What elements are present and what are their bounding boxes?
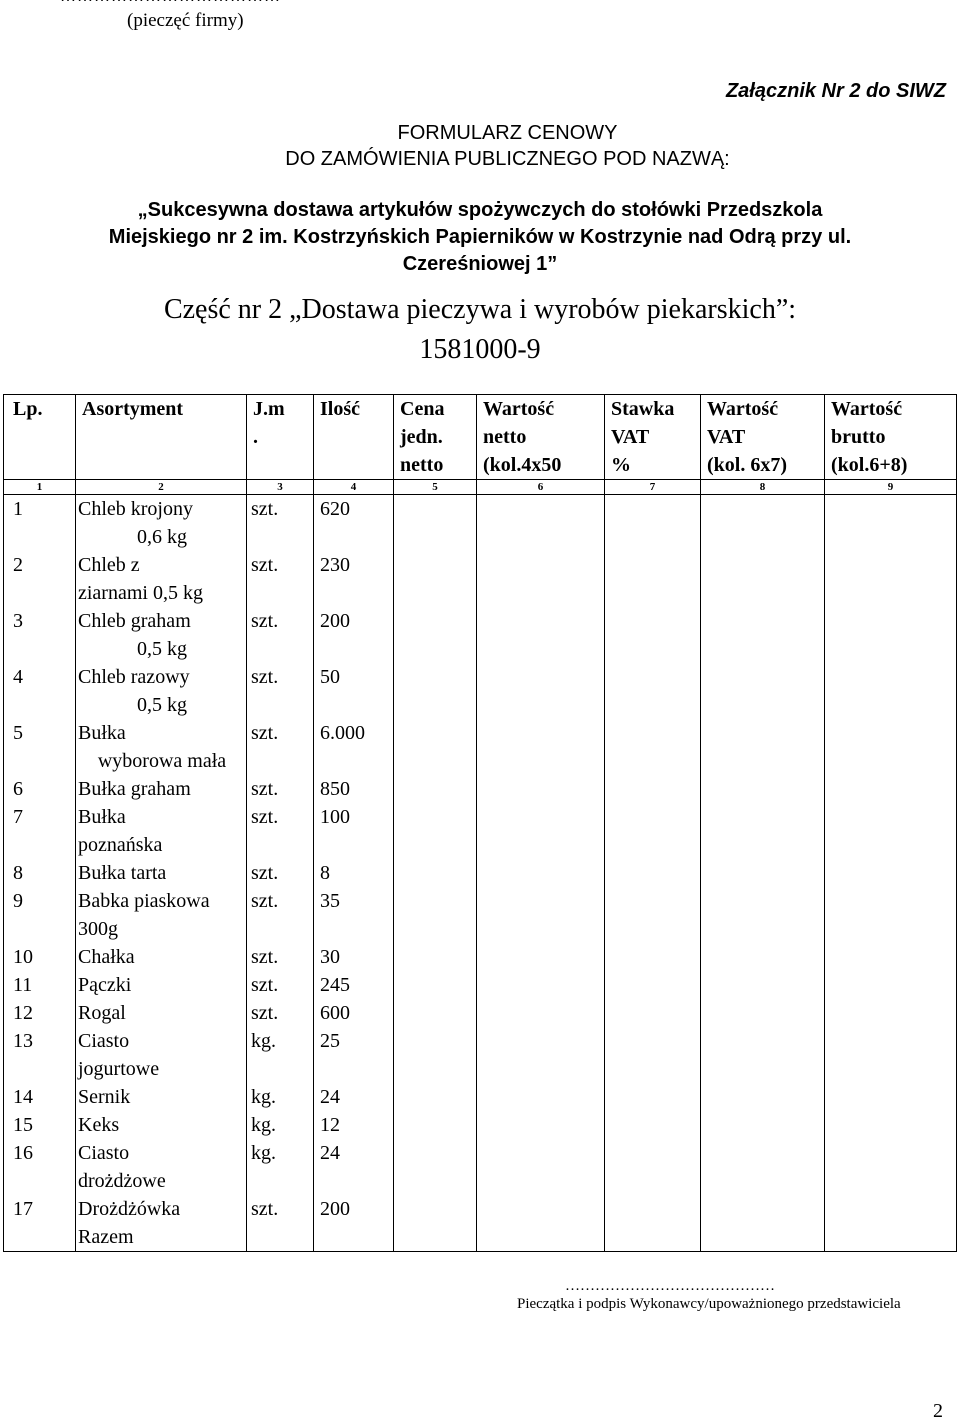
- row-unit-price: [394, 1195, 477, 1252]
- row-net-value: [477, 551, 605, 607]
- form-title: [0, 120, 960, 172]
- row-vat-value: [701, 803, 825, 859]
- assortment-line1: Chleb krojony: [78, 498, 193, 520]
- row-lp: 9: [4, 887, 76, 943]
- column-number: 5: [394, 480, 477, 495]
- row-unit: kg.: [247, 1139, 314, 1195]
- assortment-line2: poznańska: [78, 834, 163, 856]
- header-net-value: Wartość netto (kol.4x50: [477, 395, 605, 480]
- header-unit: J.m .: [247, 395, 314, 480]
- row-unit-price: [394, 943, 477, 971]
- row-unit: szt.: [247, 663, 314, 719]
- table-row: [4, 999, 957, 1027]
- column-number: 2: [76, 480, 247, 495]
- row-gross-value: [825, 1139, 957, 1195]
- assortment-line1: Babka piaskowa: [78, 890, 210, 912]
- row-lp: 8: [4, 859, 76, 887]
- row-vat-value: [701, 1083, 825, 1111]
- row-lp: 12: [4, 999, 76, 1027]
- assortment-line1: Bułka tarta: [78, 862, 167, 884]
- row-qty: 6.000: [314, 719, 394, 775]
- column-number: 9: [825, 480, 957, 495]
- row-vat-rate: [605, 495, 701, 552]
- table-row: [4, 495, 957, 552]
- column-number: 4: [314, 480, 394, 495]
- column-number: 7: [605, 480, 701, 495]
- assortment-line1: Chałka: [78, 946, 135, 968]
- part-code: 1581000-9: [419, 334, 541, 365]
- table-row: [4, 859, 957, 887]
- row-gross-value: [825, 775, 957, 803]
- row-unit-price: [394, 999, 477, 1027]
- table-row: [4, 1195, 957, 1252]
- row-vat-rate: [605, 1139, 701, 1195]
- assortment-line1: Drożdżówka: [78, 1198, 181, 1220]
- row-gross-value: [825, 1111, 957, 1139]
- row-unit-price: [394, 1111, 477, 1139]
- assortment-line2: Razem: [78, 1226, 134, 1248]
- table-row: [4, 803, 957, 859]
- annex-label: Załącznik Nr 2 do SIWZ: [725, 80, 946, 102]
- row-gross-value: [825, 943, 957, 971]
- assortment-line1: Bułka graham: [78, 778, 191, 800]
- row-qty: 24: [314, 1083, 394, 1111]
- row-vat-rate: [605, 1111, 701, 1139]
- table-row: [4, 775, 957, 803]
- row-assortment: [76, 719, 247, 775]
- row-vat-value: [701, 1027, 825, 1083]
- row-net-value: [477, 1027, 605, 1083]
- row-unit-price: [394, 803, 477, 859]
- assortment-line1: Keks: [78, 1114, 120, 1136]
- row-lp: 3: [4, 607, 76, 663]
- assortment-line2: 0,5 kg: [137, 638, 187, 660]
- row-net-value: [477, 719, 605, 775]
- row-assortment: [76, 859, 247, 887]
- assortment-line2: 0,5 kg: [137, 694, 187, 716]
- header-vat-value: Wartość VAT (kol. 6x7): [701, 395, 825, 480]
- row-net-value: [477, 1139, 605, 1195]
- row-unit: szt.: [247, 803, 314, 859]
- row-vat-value: [701, 551, 825, 607]
- assortment-line1: Ciasto: [78, 1142, 130, 1164]
- row-qty: 25: [314, 1027, 394, 1083]
- assortment-line2: drożdżowe: [78, 1170, 166, 1192]
- row-assortment: [76, 943, 247, 971]
- row-vat-rate: [605, 803, 701, 859]
- row-lp: 14: [4, 1083, 76, 1111]
- row-vat-rate: [605, 1195, 701, 1252]
- row-unit: kg.: [247, 1083, 314, 1111]
- row-net-value: [477, 663, 605, 719]
- row-vat-rate: [605, 775, 701, 803]
- row-vat-value: [701, 887, 825, 943]
- row-vat-rate: [605, 1027, 701, 1083]
- row-vat-rate: [605, 943, 701, 971]
- row-vat-value: [701, 719, 825, 775]
- row-unit-price: [394, 719, 477, 775]
- header-lp: Lp.: [4, 395, 76, 480]
- row-gross-value: [825, 719, 957, 775]
- row-qty: 245: [314, 971, 394, 999]
- header-unit-price: Cena jedn. netto: [394, 395, 477, 480]
- table-row: [4, 663, 957, 719]
- row-assortment: [76, 1111, 247, 1139]
- row-unit: kg.: [247, 1111, 314, 1139]
- row-qty: 24: [314, 1139, 394, 1195]
- row-qty: 620: [314, 495, 394, 552]
- row-qty: 200: [314, 1195, 394, 1252]
- row-unit-price: [394, 1139, 477, 1195]
- row-assortment: [76, 775, 247, 803]
- row-vat-value: [701, 971, 825, 999]
- column-number: 1: [4, 480, 76, 495]
- row-vat-value: [701, 859, 825, 887]
- row-net-value: [477, 803, 605, 859]
- row-qty: 850: [314, 775, 394, 803]
- row-qty: 230: [314, 551, 394, 607]
- row-lp: 17: [4, 1195, 76, 1252]
- row-unit-price: [394, 495, 477, 552]
- row-lp: 10: [4, 943, 76, 971]
- row-qty: 200: [314, 607, 394, 663]
- assortment-line1: Chleb z: [78, 554, 140, 576]
- row-unit-price: [394, 887, 477, 943]
- table-row: [4, 971, 957, 999]
- row-unit-price: [394, 663, 477, 719]
- row-unit: szt.: [247, 999, 314, 1027]
- row-unit-price: [394, 859, 477, 887]
- row-lp: 6: [4, 775, 76, 803]
- row-assortment: [76, 1195, 247, 1252]
- table-header-row: [4, 395, 957, 480]
- row-lp: 13: [4, 1027, 76, 1083]
- row-unit-price: [394, 1083, 477, 1111]
- row-net-value: [477, 1083, 605, 1111]
- row-gross-value: [825, 663, 957, 719]
- row-gross-value: [825, 1027, 957, 1083]
- row-assortment: [76, 1139, 247, 1195]
- row-unit: szt.: [247, 943, 314, 971]
- column-number: 3: [247, 480, 314, 495]
- row-vat-rate: [605, 999, 701, 1027]
- stamp-dots: [60, 0, 281, 6]
- row-unit: kg.: [247, 1027, 314, 1083]
- row-lp: 7: [4, 803, 76, 859]
- row-qty: 35: [314, 887, 394, 943]
- procurement-subject: [50, 197, 910, 278]
- row-net-value: [477, 1195, 605, 1252]
- row-vat-value: [701, 999, 825, 1027]
- subject-line3: Czereśniowej 1”: [402, 253, 558, 275]
- row-unit: szt.: [247, 859, 314, 887]
- row-unit: szt.: [247, 971, 314, 999]
- table-row: [4, 943, 957, 971]
- row-vat-value: [701, 1139, 825, 1195]
- row-vat-rate: [605, 887, 701, 943]
- row-unit: szt.: [247, 887, 314, 943]
- assortment-line1: Ciasto: [78, 1030, 130, 1052]
- column-number-row: [4, 480, 957, 495]
- row-assortment: [76, 803, 247, 859]
- assortment-line1: Bułka: [78, 722, 126, 744]
- row-unit-price: [394, 1027, 477, 1083]
- row-lp: 4: [4, 663, 76, 719]
- row-vat-value: [701, 495, 825, 552]
- row-lp: 1: [4, 495, 76, 552]
- row-net-value: [477, 607, 605, 663]
- row-lp: 2: [4, 551, 76, 607]
- row-assortment: [76, 607, 247, 663]
- assortment-line2: wyborowa mała: [97, 750, 227, 772]
- row-vat-rate: [605, 551, 701, 607]
- header-qty: Ilość: [314, 395, 394, 480]
- row-vat-rate: [605, 719, 701, 775]
- row-vat-value: [701, 663, 825, 719]
- row-vat-rate: [605, 663, 701, 719]
- row-unit-price: [394, 607, 477, 663]
- row-gross-value: [825, 1083, 957, 1111]
- column-number: 8: [701, 480, 825, 495]
- row-unit-price: [394, 551, 477, 607]
- row-gross-value: [825, 999, 957, 1027]
- assortment-line1: Bułka: [78, 806, 126, 828]
- row-unit: szt.: [247, 495, 314, 552]
- table-row: [4, 607, 957, 663]
- assortment-line1: Pączki: [78, 974, 132, 996]
- header-vat-rate: Stawka VAT %: [605, 395, 701, 480]
- row-assortment: [76, 663, 247, 719]
- assortment-line2: 300g: [78, 918, 118, 940]
- column-number: 6: [477, 480, 605, 495]
- row-qty: 50: [314, 663, 394, 719]
- items-body: [4, 495, 957, 1252]
- assortment-line2: 0,6 kg: [137, 526, 187, 548]
- row-vat-rate: [605, 607, 701, 663]
- row-unit: szt.: [247, 775, 314, 803]
- row-vat-value: [701, 1111, 825, 1139]
- row-vat-rate: [605, 1083, 701, 1111]
- assortment-line1: Rogal: [78, 1002, 126, 1024]
- table-row: [4, 1111, 957, 1139]
- part-line1: Część nr 2 „Dostawa pieczywa i wyrobów piekarskich”:: [163, 294, 797, 325]
- row-unit: szt.: [247, 719, 314, 775]
- row-assortment: [76, 551, 247, 607]
- form-title-line2: DO ZAMÓWIENIA PUBLICZNEGO POD NAZWĄ:: [285, 148, 730, 170]
- table-row: [4, 551, 957, 607]
- row-assortment: [76, 887, 247, 943]
- table-row: [4, 1027, 957, 1083]
- form-title-line1: FORMULARZ CENOWY: [397, 122, 618, 144]
- row-assortment: [76, 495, 247, 552]
- assortment-line2: ziarnami 0,5 kg: [78, 582, 203, 604]
- row-gross-value: [825, 859, 957, 887]
- row-net-value: [477, 495, 605, 552]
- row-vat-value: [701, 607, 825, 663]
- row-gross-value: [825, 495, 957, 552]
- row-lp: 5: [4, 719, 76, 775]
- subject-line2: Miejskiego nr 2 im. Kostrzyńskich Papierników w Kostrzynie nad Odrą przy ul.: [108, 226, 852, 248]
- row-net-value: [477, 943, 605, 971]
- signature-label: Pieczątka i podpis Wykonawcy/upoważnionego przedstawiciela: [517, 1296, 901, 1312]
- part-title: [60, 290, 900, 370]
- row-net-value: [477, 999, 605, 1027]
- row-gross-value: [825, 803, 957, 859]
- row-assortment: [76, 999, 247, 1027]
- row-gross-value: [825, 1195, 957, 1252]
- table-row: [4, 1083, 957, 1111]
- signature-dots: ……………………………………: [565, 1278, 775, 1294]
- header-gross-value: Wartość brutto (kol.6+8): [825, 395, 957, 480]
- assortment-line2: jogurtowe: [78, 1058, 160, 1080]
- page-number: 2: [933, 1400, 943, 1422]
- row-vat-value: [701, 943, 825, 971]
- row-gross-value: [825, 887, 957, 943]
- row-net-value: [477, 1111, 605, 1139]
- row-assortment: [76, 1083, 247, 1111]
- row-gross-value: [825, 551, 957, 607]
- table-row: [4, 887, 957, 943]
- row-qty: 8: [314, 859, 394, 887]
- price-table: [3, 394, 957, 1252]
- row-assortment: [76, 1027, 247, 1083]
- assortment-line1: Sernik: [78, 1086, 131, 1108]
- row-unit: szt.: [247, 607, 314, 663]
- assortment-line1: Chleb razowy: [78, 666, 190, 688]
- row-net-value: [477, 971, 605, 999]
- row-assortment: [76, 971, 247, 999]
- subject-line1: „Sukcesywna dostawa artykułów spożywczych do stołówki Przedszkola: [137, 199, 823, 221]
- row-gross-value: [825, 607, 957, 663]
- row-vat-rate: [605, 859, 701, 887]
- row-qty: 12: [314, 1111, 394, 1139]
- row-unit-price: [394, 775, 477, 803]
- table-row: [4, 719, 957, 775]
- row-unit-price: [394, 971, 477, 999]
- row-gross-value: [825, 971, 957, 999]
- table-row: [4, 1139, 957, 1195]
- row-net-value: [477, 775, 605, 803]
- row-vat-value: [701, 775, 825, 803]
- row-lp: 11: [4, 971, 76, 999]
- row-qty: 100: [314, 803, 394, 859]
- assortment-line1: Chleb graham: [78, 610, 191, 632]
- row-qty: 600: [314, 999, 394, 1027]
- row-unit: szt.: [247, 1195, 314, 1252]
- row-unit: szt.: [247, 551, 314, 607]
- row-vat-rate: [605, 971, 701, 999]
- row-lp: 15: [4, 1111, 76, 1139]
- row-vat-value: [701, 1195, 825, 1252]
- stamp-label: (pieczęć firmy): [127, 10, 244, 31]
- header-assortment: Asortyment: [76, 395, 247, 480]
- row-lp: 16: [4, 1139, 76, 1195]
- row-net-value: [477, 859, 605, 887]
- row-qty: 30: [314, 943, 394, 971]
- row-net-value: [477, 887, 605, 943]
